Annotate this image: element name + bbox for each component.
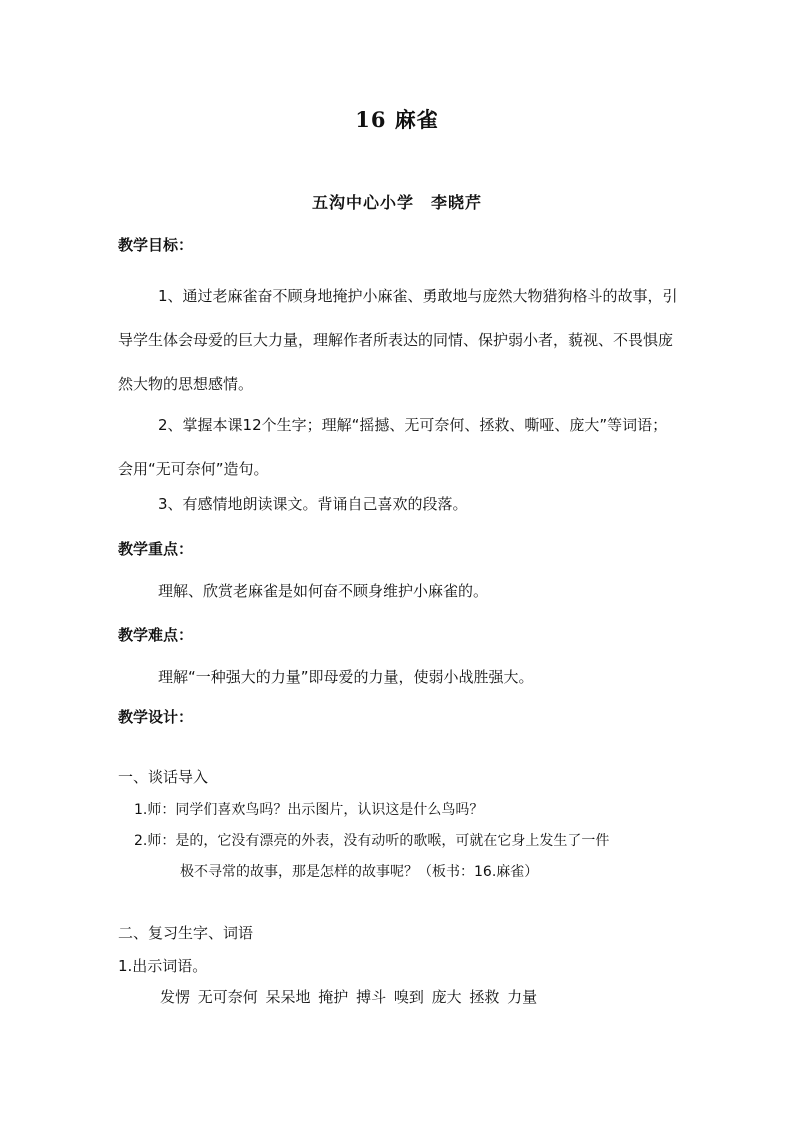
author-line: 五沟中心小学 李晓芹 bbox=[311, 193, 482, 212]
item-number: 1. bbox=[134, 802, 148, 818]
objective-3: 3、有感情地朗读课文。背诵自己喜欢的段落。 bbox=[158, 495, 468, 513]
vocabulary-words: 发愣 无可奈何 呆呆地 掩护 搏斗 嗅到 庞大 拯救 力量 bbox=[160, 988, 538, 1006]
difficulties-text: 理解“一种强大的力量”即母爱的力量，使弱小战胜强大。 bbox=[158, 668, 534, 686]
section2-heading: 二、复习生字、词语 bbox=[118, 924, 254, 942]
item-text: 师：同学们喜欢鸟吗？出示图片，认识这是什么鸟吗？ bbox=[147, 802, 484, 818]
objectives-heading: 教学目标： bbox=[118, 236, 194, 254]
objective-2: 2、掌握本课12个生字；理解“摇撼、无可奈何、拯救、嘶哑、庞大”等词语；会用“无可奈何”造句。 bbox=[118, 416, 668, 478]
lesson-title: 16 麻雀 bbox=[355, 107, 439, 132]
key-points-text: 理解、欣赏老麻雀是如何奋不顾身维护小麻雀的。 bbox=[158, 582, 489, 600]
section2-item-1: 1.出示词语。 bbox=[118, 957, 208, 975]
section1-item-2 bbox=[134, 830, 609, 850]
design-heading: 教学设计： bbox=[118, 708, 194, 726]
difficulties-heading: 教学难点： bbox=[118, 626, 194, 644]
item-number: 2. bbox=[134, 833, 148, 849]
item-text: 师：是的，它没有漂亮的外表，没有动听的歌喉，可就在它身上发生了一件 bbox=[147, 833, 610, 849]
key-points-heading: 教学重点： bbox=[118, 540, 194, 558]
section1-heading: 一、谈话导入 bbox=[118, 768, 209, 786]
objective-1: 1、通过老麻雀奋不顾身地掩护小麻雀、勇敢地与庞然大物猎狗格斗的故事，引导学生体会母爱的巨大力量，理解作者所表达的同情、保护弱小者，藐视、不畏惧庞然大物的思想感情。 bbox=[118, 287, 678, 393]
section1-item-1 bbox=[134, 799, 483, 819]
section1-item-2-continued: 极不寻常的故事，那是怎样的故事呢？（板书：16.麻雀） bbox=[180, 864, 539, 880]
